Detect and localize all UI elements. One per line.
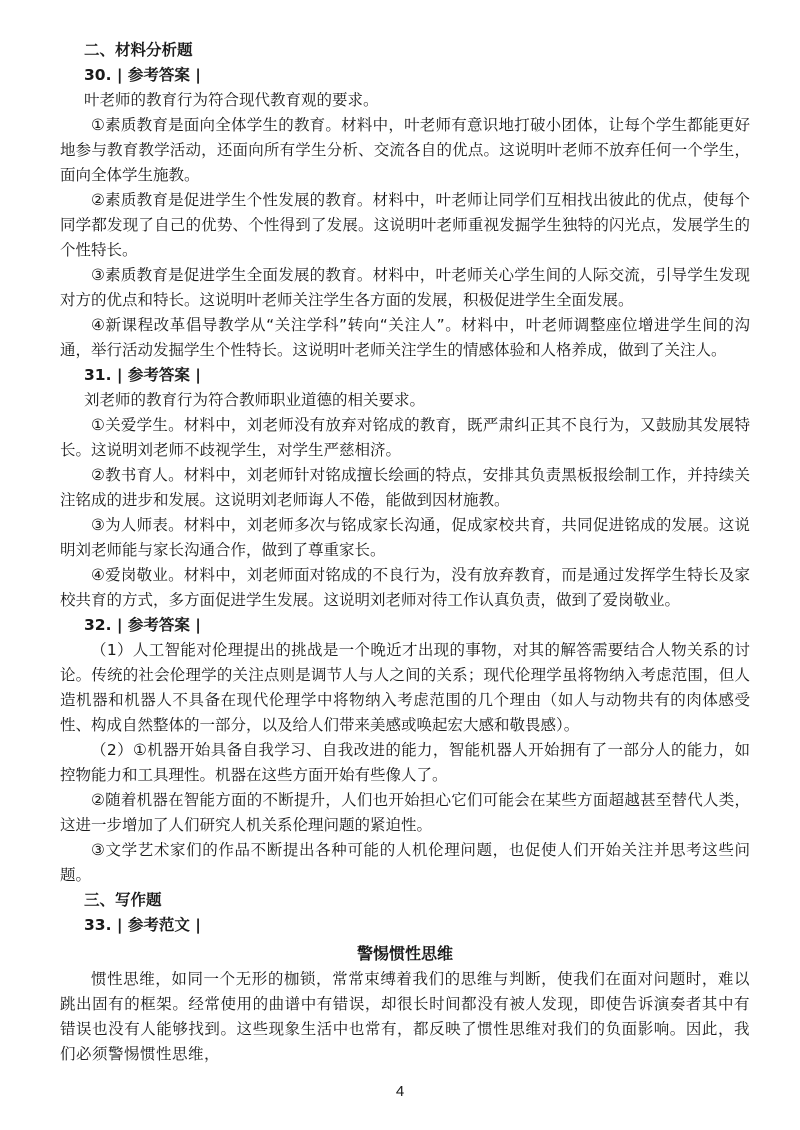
- q31-label: 31. | 参考答案 |: [84, 366, 201, 384]
- section-heading-2: 二、材料分析题: [84, 41, 193, 59]
- q32-point-4: ③文学艺术家们的作品不断提出各种可能的人机伦理问题，也促使人们开始关注并思考这些问题。: [60, 841, 750, 884]
- q31-point-4: ④爱岗敬业。材料中，刘老师面对铭成的不良行为，没有放弃教育，而是通过发挥学生特长及家校共育的方式，多方面促进学生发展。这说明刘老师对待工作认真负责，做到了爱岗敬业。: [60, 566, 750, 609]
- q32-point-3: ②随着机器在智能方面的不断提升，人们也开始担心它们可能会在某些方面超越甚至替代人类，这进一步增加了人们研究人机关系伦理问题的紧迫性。: [60, 791, 750, 834]
- q30-intro: 叶老师的教育行为符合现代教育观的要求。: [84, 91, 379, 109]
- q31-point-1: ①关爱学生。材料中，刘老师没有放弃对铭成的教育，既严肃纠正其不良行为，又鼓励其发展特长。这说明刘老师不歧视学生，对学生严慈相济。: [60, 416, 750, 459]
- q30-label: 30. | 参考答案 |: [84, 66, 201, 84]
- page-number: 4: [395, 1083, 405, 1100]
- q32-point-2: （2）①机器开始具备自我学习、自我改进的能力，智能机器人开始拥有了一部分人的能力，如控物能力和工具理性。机器在这些方面开始有些像人了。: [60, 741, 750, 784]
- essay-body: 惯性思维，如同一个无形的枷锁，常常束缚着我们的思维与判断，使我们在面对问题时，难以跳出固有的框架。经常使用的曲谱中有错误，却很长时间都没有被人发现，即使告诉演奏者其中有错误也没有人能够找到。这些现象生活中也常有，都反映了惯性思维对我们的负面影响。因此，我们必须警惕惯性思维，: [60, 970, 750, 1063]
- q32-point-1: （1）人工智能对伦理提出的挑战是一个晚近才出现的事物，对其的解答需要结合人物关系的讨论。传统的社会伦理学的关注点则是调节人与人之间的关系；现代伦理学虽将物纳入考虑范围，但人造机器和机器人不具备在现代伦理学中将物纳入考虑范围的几个理由（如人与动物共有的肉体感受性、构成自然整体的一部分，以及给人们带来美感或唤起宏大感和敬畏感）。: [60, 641, 750, 734]
- section-heading-3: 三、写作题: [84, 891, 162, 909]
- q31-point-3: ③为人师表。材料中，刘老师多次与铭成家长沟通，促成家校共育，共同促进铭成的发展。这说明刘老师能与家长沟通合作，做到了尊重家长。: [60, 516, 750, 559]
- q33-label: 33. | 参考范文 |: [84, 916, 201, 934]
- q31-intro: 刘老师的教育行为符合教师职业道德的相关要求。: [84, 391, 426, 409]
- page-content: [60, 38, 750, 1067]
- q30-point-4: ④新课程改革倡导教学从“关注学科”转向“关注人”。材料中，叶老师调整座位增进学生间的沟通，举行活动发掘学生个性特长。这说明叶老师关注学生的情感体验和人格养成，做到了关注人。: [60, 316, 750, 359]
- essay-title: 警惕惯性思维: [356, 944, 453, 963]
- q30-point-3: ③素质教育是促进学生全面发展的教育。材料中，叶老师关心学生间的人际交流，引导学生发现对方的优点和特长。这说明叶老师关注学生各方面的发展，积极促进学生全面发展。: [60, 266, 750, 309]
- q32-label: 32. | 参考答案 |: [84, 616, 201, 634]
- q30-point-1: ①素质教育是面向全体学生的教育。材料中，叶老师有意识地打破小团体，让每个学生都能更好地参与教育教学活动，还面向所有学生分析、交流各自的优点。这说明叶老师不放弃任何一个学生，面向全体学生施教。: [60, 116, 750, 184]
- q31-point-2: ②教书育人。材料中，刘老师针对铭成擅长绘画的特点，安排其负责黑板报绘制工作，并持续关注铭成的进步和发展。这说明刘老师诲人不倦，能做到因材施教。: [60, 466, 750, 509]
- q30-point-2: ②素质教育是促进学生个性发展的教育。材料中，叶老师让同学们互相找出彼此的优点，使每个同学都发现了自己的优势、个性得到了发展。这说明叶老师重视发掘学生独特的闪光点，发展学生的个性特长。: [60, 191, 750, 259]
